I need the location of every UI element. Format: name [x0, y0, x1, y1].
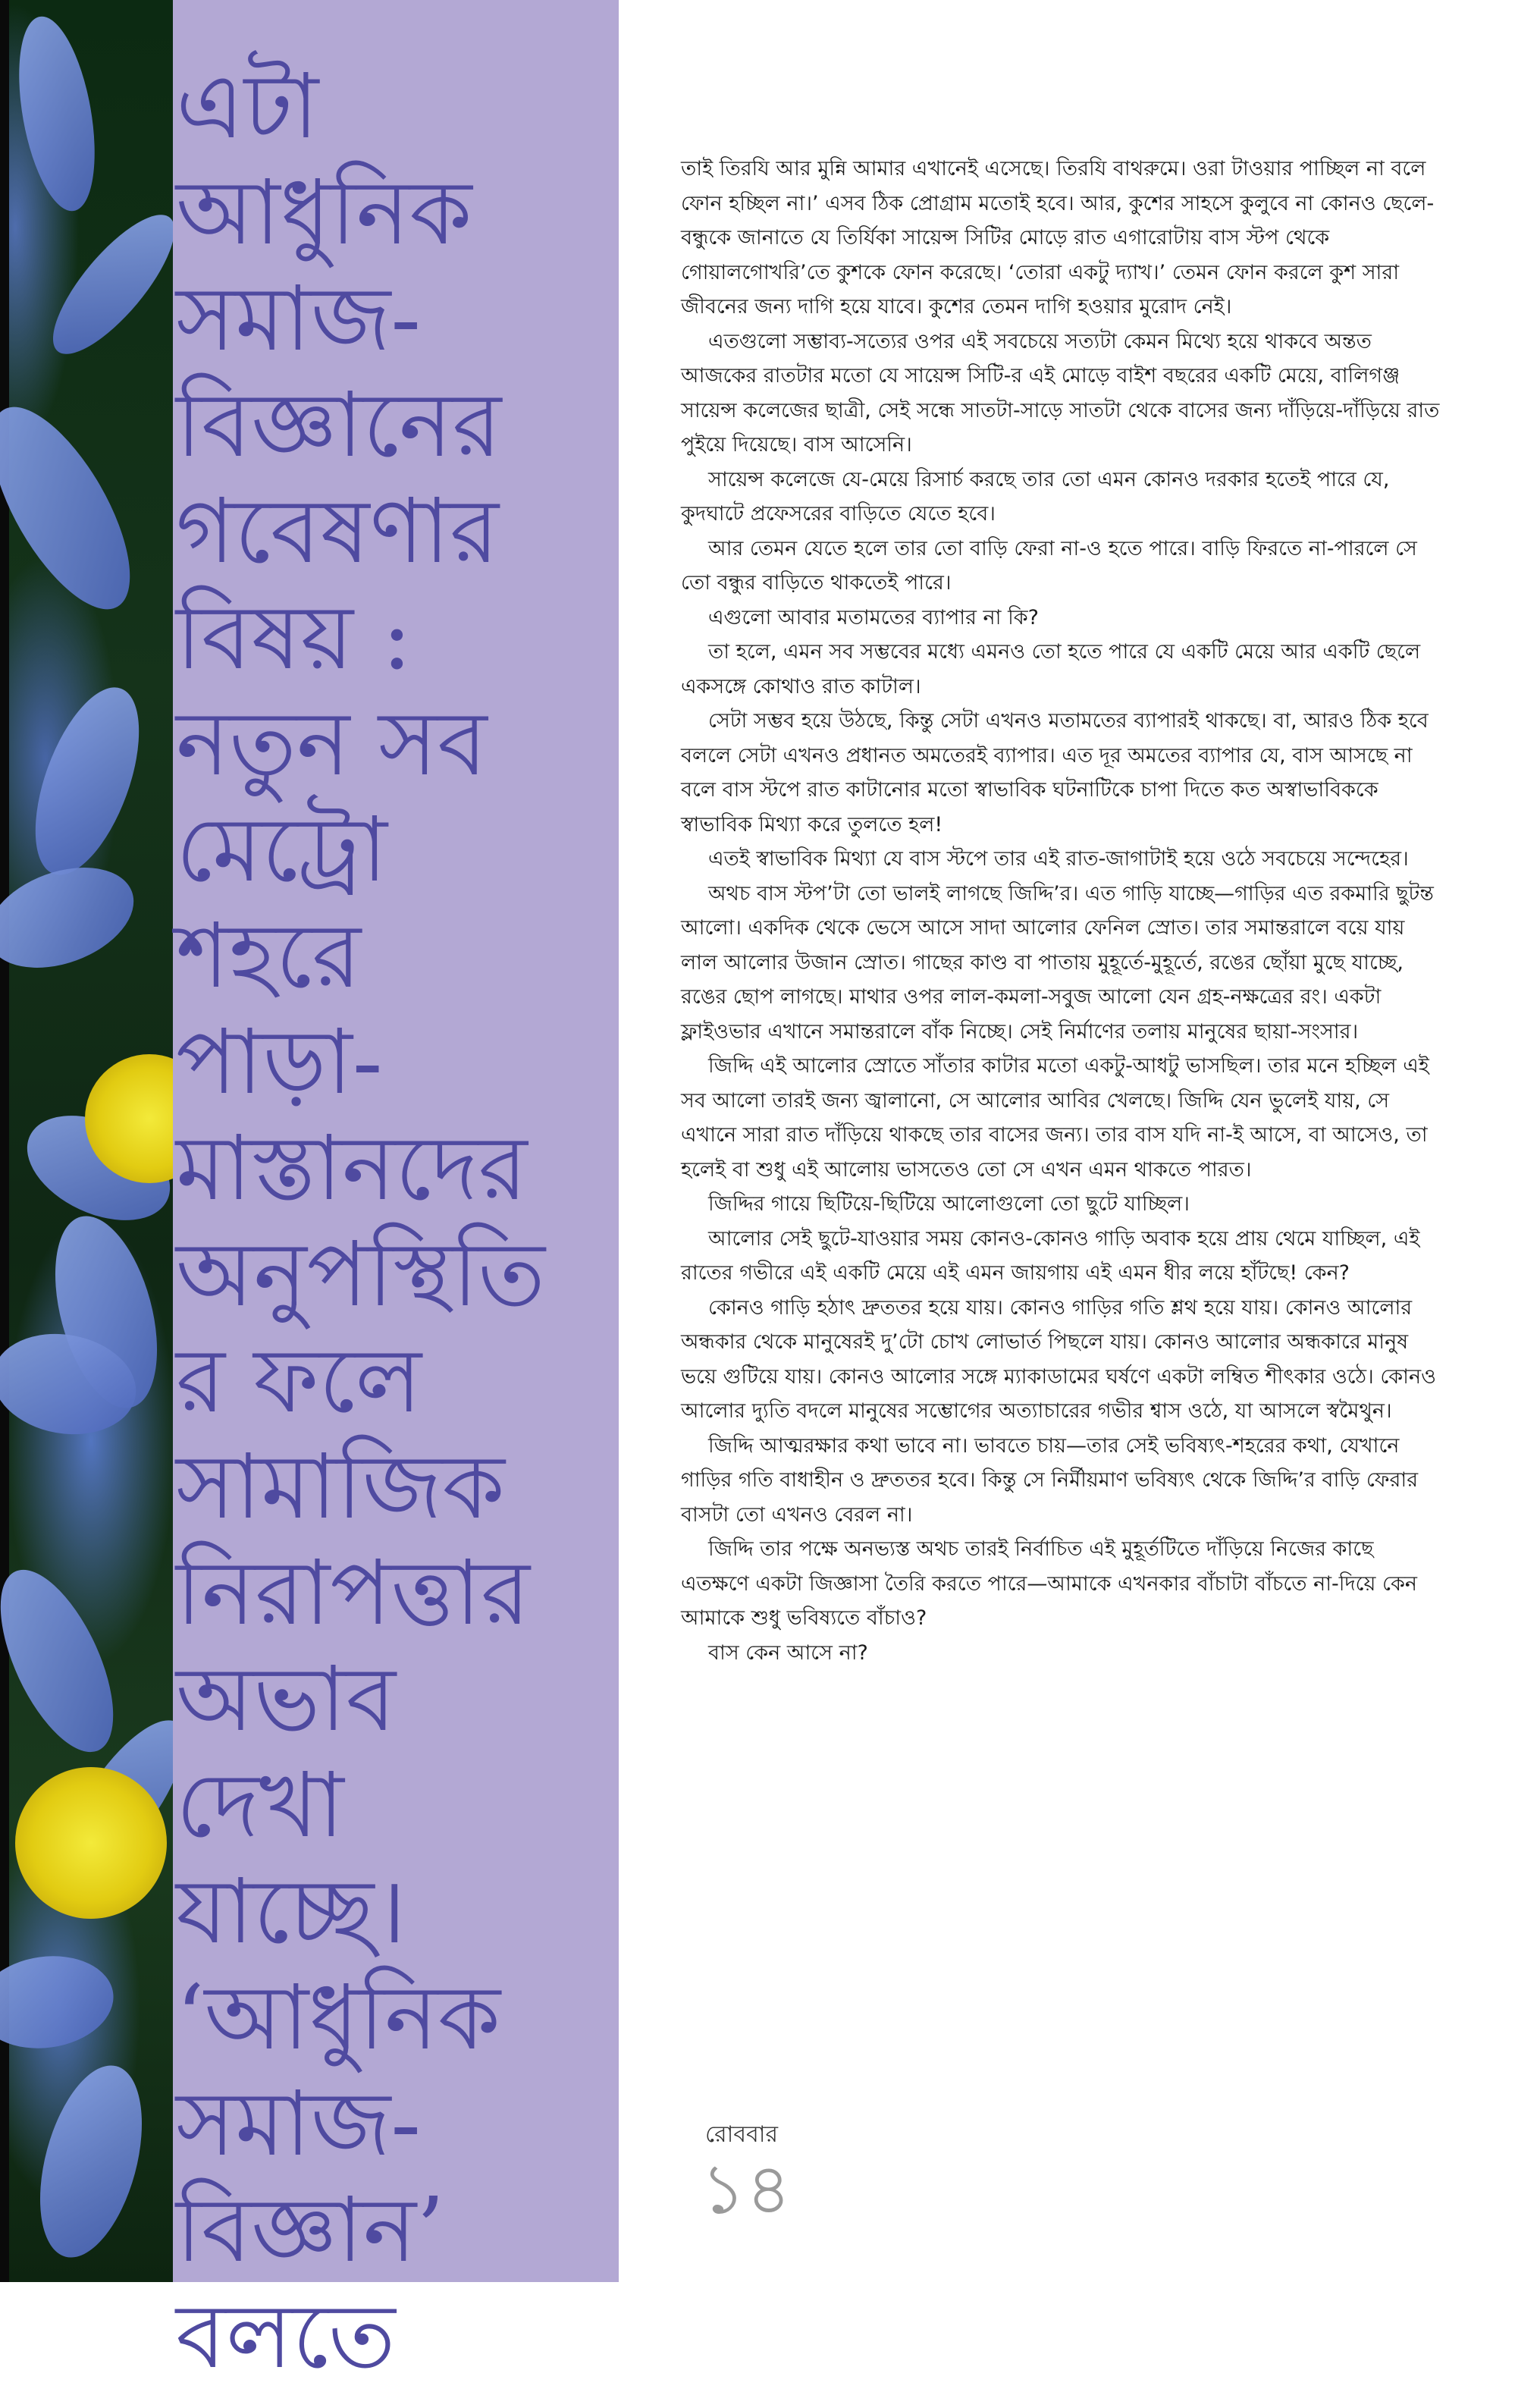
photo-edge: [0, 0, 9, 2282]
flower-petal: [0, 1948, 119, 2057]
body-paragraph: এতই স্বাভাবিক মিথ্যা যে বাস স্টপে তার এই রাত-জাগাটাই হয়ে ওঠে সবচেয়ে সন্দেহের।: [708, 847, 1409, 871]
body-paragraph: আর তেমন যেতে হলে তার তো বাড়ি ফেরা না-ও হতে পারে। বাড়ি ফিরতে না-পারলে সে তো বন্ধুর বাড়িতে থাকতেই পারে।: [681, 536, 1417, 595]
body-paragraph: এতগুলো সম্ভাব্য-সত্যের ওপর এই সবচেয়ে সত্যটা কেমন মিথ্যে হয়ে থাকবে অন্তত আজকের রাতটার মতো যে সায়েন্স সিটি-র এই মোড়ে বাইশ বছরের একটি মেয়ে, বালিগঞ্জ সায়েন্স কলেজের ছাত্রী, সেই সন্ধে সাতটা-সাড়ে সাতটা থেকে বাসের জন্য দাঁড়িয়ে-দাঁড়িয়ে রাত পুইয়ে দিয়েছে। বাস আসেনি।: [681, 329, 1440, 457]
pull-quote-panel: [173, 0, 619, 2388]
body-paragraph: সায়েন্স কলেজে যে-মেয়ে রিসার্চ করছে তার তো এমন কোনও দরকার হতেই পারে যে, কুদঘাটে প্রফেসরের বাড়িতে যেতে হবে।: [681, 467, 1390, 526]
body-paragraph: জিদ্দি তার পক্ষে অনভ্যস্ত অথচ তারই নির্বাচিত এই মুহূর্তটিতে দাঁড়িয়ে নিজের কাছে এতক্ষণে একটা জিজ্ঞাসা তৈরি করতে পারে—আমাকে এখনকার বাঁচাটা বাঁচতে না-দিয়ে কেন আমাকে শুধু ভবিষ্যতে বাঁচাও?: [681, 1537, 1417, 1630]
flower-photo-strip: [0, 0, 173, 2282]
flower-petal: [6, 11, 108, 217]
page-number: ১৪: [701, 2149, 792, 2230]
flower-petal: [0, 1554, 136, 1768]
body-paragraph: জিদ্দি আত্মরক্ষার কথা ভাবে না। ভাবতে চায়—তার সেই ভবিষ্যৎ-শহরের কথা, যেখানে গাড়ির গতি বাধাহীন ও দ্রুততর হবে। কিন্তু সে নির্মীয়মাণ ভবিষ্যৎ থেকে জিদ্দি’র বাড়ি ফেরার বাসটা তো এখনও বেরল না।: [681, 1433, 1419, 1527]
body-paragraph: তা হলে, এমন সব সম্ভবের মধ্যে এমনও তো হতে পারে যে একটি মেয়ে আর একটি ছেলে একসঙ্গে কোথাও রাত কাটাল।: [681, 640, 1421, 698]
magazine-name: রোববার: [705, 2121, 778, 2148]
flower-petal: [34, 198, 193, 371]
flower-center: [15, 1767, 167, 1919]
body-paragraph: অথচ বাস স্টপ’টা তো ভালই লাগছে জিদ্দি’র। এত গাড়ি যাচ্ছে—গাড়ির এত রকমারি ছুটন্ত আলো। একদিক থেকে ভেসে আসে সাদা আলোর ফেনিল স্রোত। তার সমান্তরালে বয়ে যায় লাল আলোর উজান স্রোত। গাছের কাণ্ড বা পাতায় মুহূর্তে-মুহূর্তে, রঙের ছোঁয়া মুছে যাচ্ছে, রঙের ছোপ লাগছে। মাথার ওপর লাল-কমলা-সবুজ আলো যেন গ্রহ-নক্ষত্রের রং। একটা ফ্লাইওভার এখানে সমান্তরালে বাঁক নিচ্ছে। সেই নির্মাণের তলায় মানুষের ছায়া-সংসার।: [681, 881, 1434, 1044]
body-paragraph: এগুলো আবার মতামতের ব্যাপার না কি?: [708, 605, 1040, 629]
body-paragraph: তাই তিরযি আর মুন্নি আমার এখানেই এসেছে। তিরযি বাথরুমে। ওরা টাওয়ার পাচ্ছিল না বলে ফোন হচ্ছিল না।’ এসব ঠিক প্রোগ্রাম মতোই হবে। আর, কুশের সাহসে কুলুবে না কোনও ছেলে-বন্ধুকে জানাতে যে তির্যিকা সায়েন্স সিটির মোড়ে রাত এগারোটায় বাস স্টপ থেকে গোয়ালগোখরি’তে কুশকে ফোন করেছে। ‘তোরা একটু দ্যাখ।’ তেমন ফোন করলে কুশ সারা জীবনের জন্য দাগি হয়ে যাবে। কুশের তেমন দাগি হওয়ার মুরোদ নেই।: [681, 157, 1435, 319]
flower-petal: [0, 849, 147, 986]
body-paragraph: বাস কেন আসে না?: [708, 1640, 868, 1665]
flower-petal: [0, 387, 157, 629]
body-paragraph: আলোর সেই ছুটে-যাওয়ার সময় কোনও-কোনও গাড়ি অবাক হয়ে প্রায় থেমে যাচ্ছিল, এই রাতের গভীরে এই একটি মেয়ে এই এমন জায়গায় এই এমন ধীর লয়ে হাঁটছে! কেন?: [681, 1226, 1420, 1285]
article-body: [681, 152, 1447, 1670]
pull-quote: এটা আধুনিক সমাজ- বিজ্ঞানের গবেষণার বিষয় : নতুন সব মেট্রো শহরে পাড়া- মাস্তানদের অনুপস্থিতি র ফলে সামাজিক নিরাপত্তার অভাব দেখা যাচ্ছে। ‘আধুনিক সমাজ- বিজ্ঞান’ বলতে: [176, 54, 545, 2388]
body-paragraph: জিদ্দির গায়ে ছিটিয়ে-ছিটিয়ে আলোগুলো তো ছুটে যাচ্ছিল।: [708, 1192, 1190, 1216]
body-paragraph: সেটা সম্ভব হয়ে উঠছে, কিন্তু সেটা এখনও মতামতের ব্যাপারই থাকছে। বা, আরও ঠিক হবে বললে সেটা এখনও প্রধানত অমতেরই ব্যাপার। এত দূর অমতের ব্যাপার যে, বাস আসছে না বলে বাস স্টপে রাত কাটানোর মতো স্বাভাবিক ঘটনাটিকে চাপা দিতে কত অস্বাভাবিককে স্বাভাবিক মিথ্যা করে তুলতে হল!: [681, 709, 1429, 837]
flower-petal: [14, 674, 160, 888]
page-folio: [701, 2116, 792, 2230]
body-paragraph: জিদ্দি এই আলোর স্রোতে সাঁতার কাটার মতো একটু-আধটু ভাসছিল। তার মনে হচ্ছিল এই সব আলো তারই জন্য জ্বালানো, সে আলোর আবির খেলছে। জিদ্দি যেন ভুলেই যায়, সে এখানে সারা রাত দাঁড়িয়ে থাকছে তার বাসের জন্য। তার বাস যদি না-ই আসে, বা আসেও, তা হলেই বা শুধু এই আলোয় ভাসতেও তো সে এখন এমন থাকতে পারত।: [681, 1054, 1429, 1182]
body-paragraph: কোনও গাড়ি হঠাৎ দ্রুততর হয়ে যায়। কোনও গাড়ির গতি শ্লথ হয়ে যায়। কোনও আলোর অন্ধকার থেকে মানুষেরই দু’টো চোখ লোভার্ত পিছলে যায়। কোনও আলোর অন্ধকারে মানুষ ভয়ে গুটিয়ে যায়। কোনও আলোর সঙ্গে ম্যাকাডামের ঘর্ষণে একটা লম্বিত শীৎকার ওঠে। কোনও আলোর দ্যুতি বদলে মানুষের সম্ভোগের অত্যাচারের গভীর শ্বাস ওঠে, যা আসলে স্বমৈথুন।: [681, 1295, 1436, 1423]
flower-petal: [21, 2055, 160, 2268]
